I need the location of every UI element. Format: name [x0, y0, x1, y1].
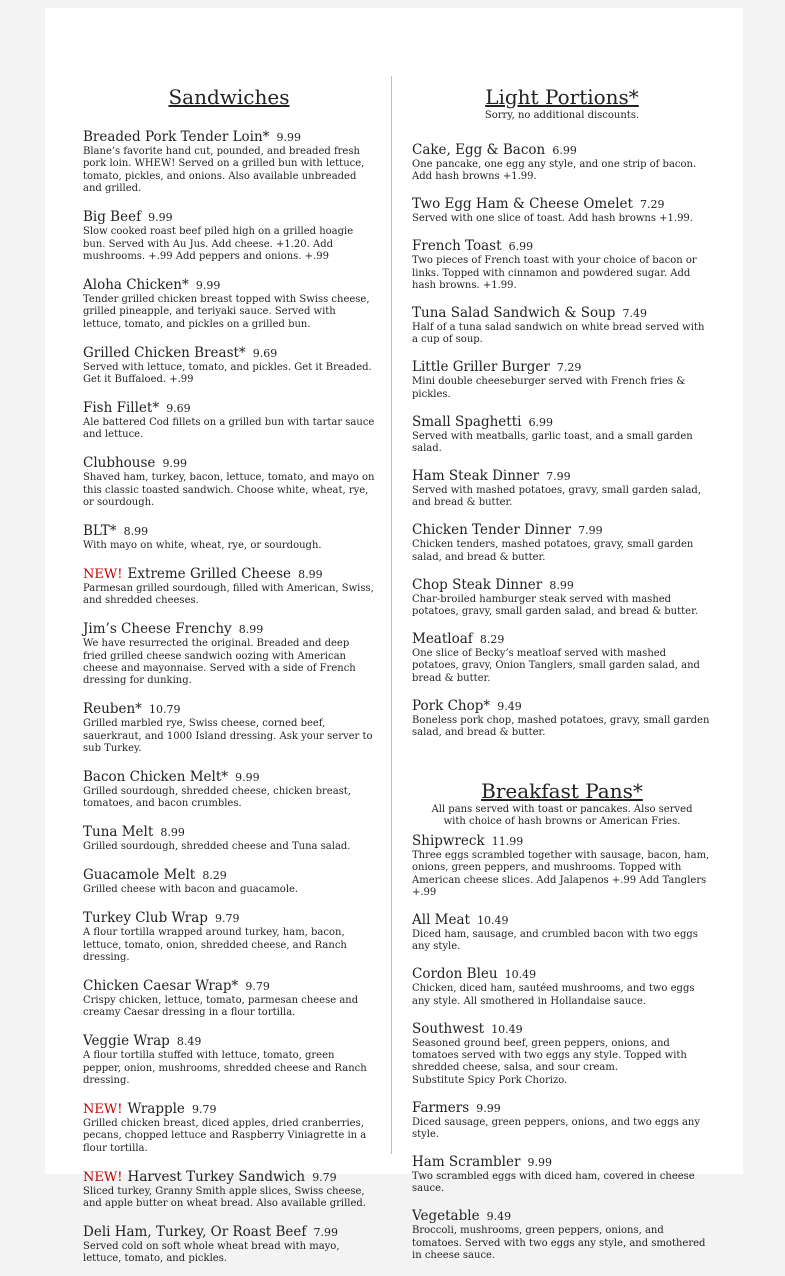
menu-item [83, 397, 375, 442]
menu-item-description: Grilled cheese with bacon and guacamole. [83, 884, 299, 896]
menu-item-title-line [83, 766, 375, 786]
menu-item-name: Ham Scrambler [412, 1154, 521, 1171]
sandwiches-heading: Sandwiches [168, 85, 290, 109]
menu-item [83, 975, 375, 1020]
menu-item-title-line [412, 628, 712, 648]
menu-item-name: Cordon Bleu [412, 966, 498, 983]
menu-item-title-line [83, 821, 375, 841]
menu-item-price: 9.49 [497, 699, 522, 713]
menu-item-title-line [412, 1097, 712, 1117]
menu-item-title-line [412, 1151, 712, 1171]
menu-item-price: 9.79 [312, 1170, 337, 1184]
menu-item-description: Served cold on soft whole wheat bread with mayo, lettuce, tomato, and pickles. [83, 1240, 340, 1265]
menu-item-price: 9.69 [166, 401, 191, 415]
menu-item-price: 9.99 [162, 457, 188, 471]
menu-item-title-line [83, 452, 375, 472]
menu-item-description: Diced sausage, green peppers, onions, and two eggs any style. [412, 1116, 701, 1141]
menu-item-title-line [83, 975, 375, 995]
menu-item-description: With mayo on white, wheat, rye, or sourdough. [83, 539, 322, 551]
menu-item-description: Served with mashed potatoes, gravy, small garden salad, and bread & butter. [412, 484, 701, 509]
menu-item-name: All Meat [412, 911, 470, 928]
menu-item-name: Veggie Wrap [83, 1033, 170, 1050]
menu-item [412, 574, 712, 619]
menu-item-name: Little Griller Burger [412, 359, 550, 376]
menu-item-name: Reuben* [83, 701, 142, 718]
menu-item-price: 7.49 [622, 306, 647, 320]
menu-item-name: Ham Steak Dinner [412, 467, 540, 484]
menu-item-title-line [412, 411, 712, 431]
menu-item-price: 9.99 [148, 211, 173, 225]
menu-item-price: 10.79 [149, 703, 181, 717]
new-badge: NEW! [83, 1169, 123, 1185]
menu-item-title-line [83, 1166, 375, 1186]
menu-item-name: Wrapple [127, 1100, 185, 1117]
menu-item-title-line [412, 574, 712, 594]
menu-item-description: Diced ham, sausage, and crumbled bacon with two eggs any style. [412, 928, 698, 953]
menu-item-description: Slow cooked roast beef piled high on a grilled hoagie bun. Served with Au Jus. Add cheese. +1.20. Add mushrooms. +.99 Add peppers and onions. +.99 [83, 226, 354, 262]
menu-item-extra: Substitute Spicy Pork Chorizo. [412, 1074, 568, 1086]
light-portions-heading: Light Portions* [485, 85, 639, 109]
menu-item-price: 8.99 [549, 578, 574, 592]
menu-item-name: Tuna Salad Sandwich & Soup [412, 304, 616, 321]
menu-item-description: A flour tortilla wrapped around turkey, ham, bacon, lettuce, tomato, onion, shredded cheese, and Ranch dressing. [83, 927, 347, 963]
breakfast-pans-heading: Breakfast Pans* [481, 778, 643, 803]
new-badge: NEW! [83, 1101, 123, 1117]
menu-item [412, 356, 712, 401]
menu-item-price: 7.29 [556, 361, 582, 375]
menu-item-title-line [83, 1098, 375, 1118]
menu-item [83, 206, 375, 263]
menu-item-description: Boneless pork chop, mashed potatoes, gravy, small garden salad, and bread & butter. [412, 714, 710, 738]
menu-item [83, 1098, 375, 1155]
menu-item-name: Pork Chop* [412, 697, 491, 714]
menu-item-title-line [412, 963, 712, 983]
menu-item-description: Sliced turkey, Granny Smith apple slices, Swiss cheese, and apple butter on wheat bread. Also available grilled. [83, 1185, 366, 1209]
menu-item-name: Bacon Chicken Melt* [83, 768, 229, 785]
menu-item-description: Tender grilled chicken breast topped with Swiss cheese, grilled pineapple, and teriyaki sauce. Served with lettuce, tomato, and pickles on a grilled bun. [83, 293, 370, 330]
menu-item-name: Small Spaghetti [412, 413, 522, 430]
menu-item-price: 9.79 [245, 979, 270, 993]
menu-item-price: 10.49 [491, 1022, 523, 1036]
menu-item-title-line [412, 695, 712, 715]
breakfast-pans-note: All pans served with toast or pancakes. Also served with choice of hash browns or American Fries. [431, 803, 693, 827]
menu-item-title-line [412, 830, 712, 850]
menu-item [83, 821, 375, 853]
menu-item-title-line [412, 909, 712, 929]
menu-item-title-line [83, 520, 375, 540]
menu-item [83, 126, 375, 196]
menu-item-price: 9.79 [192, 1102, 217, 1116]
menu-item-price: 8.49 [176, 1035, 202, 1049]
new-badge: NEW! [83, 566, 123, 582]
menu-item [412, 909, 712, 954]
menu-item-name: Jim’s Cheese Frenchy [83, 621, 232, 638]
menu-item [83, 1030, 375, 1087]
menu-item [412, 193, 712, 225]
menu-item [83, 520, 375, 552]
menu-item-description: Parmesan grilled sourdough, filled with American, Swiss, and shredded cheeses. [83, 582, 374, 607]
menu-item-name: French Toast [412, 238, 502, 255]
menu-item [83, 342, 375, 387]
menu-item [83, 563, 375, 608]
menu-item [412, 1151, 712, 1196]
sandwiches-column [83, 84, 375, 1276]
menu-item-title-line [83, 274, 375, 294]
menu-item-title-line [83, 342, 375, 362]
menu-item-description: Broccoli, mushrooms, green peppers, onions, and tomatoes. Served with two eggs any style, and smothered in cheese sauce. [412, 1225, 706, 1262]
menu-item-name: Guacamole Melt [83, 867, 196, 884]
menu-item-title-line [83, 907, 375, 927]
menu-item-name: Harvest Turkey Sandwich [127, 1168, 306, 1185]
menu-item-title-line [83, 126, 375, 146]
menu-item-price: 7.99 [578, 524, 603, 538]
menu-item-description: Two pieces of French toast with your choice of bacon or links. Topped with cinnamon and powdered sugar. Add hash browns. +1.99. [412, 255, 697, 292]
menu-item-price: 6.99 [508, 240, 534, 254]
menu-item-name: Cake, Egg & Bacon [412, 142, 546, 158]
menu-item [412, 1018, 712, 1088]
menu-item-title-line [412, 519, 712, 539]
menu-item-price: 9.99 [235, 770, 260, 784]
menu-item-name: Big Beef [83, 209, 142, 226]
menu-item-description: Char-broiled hamburger steak served with mashed potatoes, gravy, small garden salad, and bread & butter. [412, 593, 698, 617]
breakfast-pans-list [412, 830, 712, 1263]
menu-item [412, 1097, 712, 1142]
menu-item-title-line [412, 1205, 712, 1225]
menu-item-description: Grilled chicken breast, diced apples, dried cranberries, pecans, chopped lettuce and Raspberry Viniagrette in a flour tortilla. [83, 1117, 367, 1154]
right-column [412, 84, 712, 1272]
menu-item-description: Served with lettuce, tomato, and pickles. Get it Breaded. Get it Buffaloed. +.99 [83, 361, 372, 385]
menu-item-name: Meatloaf [412, 630, 473, 647]
menu-item-description: A flour tortilla stuffed with lettuce, tomato, green pepper, onion, mushrooms, shredded cheese and Ranch dressing. [83, 1050, 367, 1086]
menu-item-price: 8.99 [238, 623, 264, 637]
menu-page [45, 8, 743, 1265]
menu-item-description: Two scrambled eggs with diced ham, covered in cheese sauce. [412, 1171, 695, 1195]
menu-item-price: 7.29 [640, 198, 665, 212]
menu-item-description: Grilled sourdough, shredded cheese and Tuna salad. [83, 841, 351, 853]
menu-item-description: Chicken tenders, mashed potatoes, gravy, small garden salad, and bread & butter. [412, 539, 694, 563]
menu-item-description: Ale battered Cod fillets on a grilled bun with tartar sauce and lettuce. [83, 416, 375, 441]
menu-item-name: Grilled Chicken Breast* [83, 344, 246, 361]
menu-item [83, 907, 375, 964]
menu-item-title-line [412, 356, 712, 376]
menu-item-description: Chicken, diced ham, sautéed mushrooms, and two eggs any style. All smothered in Hollandaise sauce. [412, 983, 695, 1007]
menu-item-name: Clubhouse [83, 455, 156, 472]
menu-item-name: Breaded Pork Tender Loin* [83, 129, 270, 145]
menu-item-price: 9.79 [215, 912, 240, 926]
menu-item-description: Half of a tuna salad sandwich on white bread served with a cup of soup. [412, 321, 705, 346]
menu-item-price: 7.99 [546, 469, 571, 483]
menu-item-price: 9.99 [476, 1101, 501, 1115]
menu-item [412, 411, 712, 456]
menu-item [412, 465, 712, 510]
menu-item-title-line [83, 618, 375, 638]
column-divider [391, 76, 392, 1154]
menu-item-price: 11.99 [491, 834, 524, 848]
menu-item-name: Fish Fillet* [83, 399, 160, 416]
menu-item-name: Tuna Melt [83, 824, 154, 841]
sandwiches-list [83, 126, 375, 1266]
menu-item-title-line [412, 1018, 712, 1038]
menu-item-name: BLT* [83, 522, 117, 539]
menu-item-description: Grilled marbled rye, Swiss cheese, corned beef, sauerkraut, and 1000 Island dressing. Ask your server to sub Turkey. [83, 718, 373, 755]
menu-item-title-line [83, 864, 375, 884]
menu-item-description: Three eggs scrambled together with sausage, bacon, ham, onions, green peppers, and mushrooms. Topped with American cheese slices. Add Jalapenos +.99 Add Tanglers +.99 [412, 849, 710, 899]
menu-item-description: Served with meatballs, garlic toast, and a small garden salad. [412, 430, 693, 454]
menu-item-description: Grilled sourdough, shredded cheese, chicken breast, tomatoes, and bacon crumbles. [83, 785, 351, 810]
menu-item-title-line [83, 206, 375, 226]
menu-item [412, 235, 712, 292]
menu-item-title-line [412, 302, 712, 322]
menu-item-title-line [83, 1221, 375, 1241]
menu-item [412, 695, 712, 740]
menu-item-name: Chicken Tender Dinner [412, 522, 572, 539]
menu-item-price: 6.99 [528, 415, 554, 429]
menu-item-price: 8.29 [202, 869, 227, 883]
menu-item [83, 618, 375, 688]
menu-item [412, 963, 712, 1008]
menu-item-name: Southwest [412, 1020, 485, 1037]
menu-item-title-line [83, 563, 375, 583]
menu-item-description: Crispy chicken, lettuce, tomato, parmesan cheese and creamy Caesar dressing in a flour tortilla. [83, 994, 359, 1019]
menu-item-description: Seasoned ground beef, green peppers, onions, and tomatoes served with two eggs any style. Topped with shredded cheese, salsa, and sour cream. [412, 1037, 687, 1074]
menu-item-price: 9.99 [276, 131, 302, 144]
menu-item-description: Mini double cheeseburger served with French fries & pickles. [412, 376, 686, 400]
menu-item-name: Chicken Caesar Wrap* [83, 977, 239, 994]
menu-item-title-line [412, 235, 712, 255]
menu-item [83, 1221, 375, 1266]
menu-item-description: Shaved ham, turkey, bacon, lettuce, tomato, and mayo on this classic toasted sandwich. Choose white, wheat, rye, or sourdough. [83, 472, 375, 508]
menu-item [412, 519, 712, 564]
menu-item [83, 766, 375, 811]
menu-item [83, 452, 375, 509]
menu-item [412, 302, 712, 347]
menu-item-description: We have resurrected the original. Breaded and deep fried grilled cheese sandwich oozing with American cheese and mayonnaise. Served with a side of French dressing for dunking. [83, 638, 356, 687]
menu-item [412, 139, 712, 184]
menu-item-name: Extreme Grilled Cheese [127, 565, 291, 582]
light-portions-note: Sorry, no additional discounts. [484, 110, 640, 121]
menu-item [412, 830, 712, 900]
menu-item-price: 7.99 [313, 1225, 338, 1239]
menu-item-price: 8.29 [479, 632, 505, 646]
menu-item-description: Served with one slice of toast. Add hash browns +1.99. [412, 213, 693, 225]
light-portions-list [412, 139, 712, 739]
menu-item [412, 628, 712, 685]
menu-item-price: 10.49 [477, 913, 509, 927]
menu-item-price: 10.49 [504, 968, 537, 982]
menu-item-title-line [412, 465, 712, 485]
menu-item-price: 9.69 [252, 346, 278, 360]
menu-item-price: 9.99 [195, 278, 221, 292]
menu-item-description: One pancake, one egg any style, and one strip of bacon. Add hash browns +1.99. [412, 159, 697, 183]
menu-item [412, 1205, 712, 1262]
menu-item-title-line [83, 1030, 375, 1050]
menu-item-name: Two Egg Ham & Cheese Omelet [412, 196, 633, 213]
menu-item-price: 9.99 [527, 1156, 553, 1170]
menu-item [83, 864, 375, 896]
menu-item-name: Shipwreck [412, 832, 485, 849]
menu-item-price: 9.49 [486, 1210, 512, 1224]
menu-item-name: Farmers [412, 1099, 470, 1116]
menu-item-name: Vegetable [412, 1208, 480, 1225]
menu-item-name: Deli Ham, Turkey, Or Roast Beef [83, 1223, 307, 1240]
menu-item [83, 698, 375, 755]
menu-item-price: 8.99 [123, 524, 149, 538]
menu-item-description: Blane’s favorite hand cut, pounded, and breaded fresh pork loin. WHEW! Served on a grilled bun with lettuce, tomato, pickles, and onions. Also available unbreaded and grilled. [83, 146, 365, 195]
menu-item-price: 6.99 [552, 144, 577, 157]
menu-item-title-line [412, 139, 712, 159]
menu-item-description: One slice of Becky’s meatloaf served with mashed potatoes, gravy, Onion Tanglers, small garden salad, and bread & butter. [412, 647, 700, 684]
menu-item [83, 1166, 375, 1211]
menu-item-title-line [83, 397, 375, 417]
menu-item-name: Aloha Chicken* [83, 276, 189, 293]
menu-item-name: Chop Steak Dinner [412, 576, 543, 593]
menu-item-title-line [412, 193, 712, 213]
menu-item [83, 274, 375, 331]
menu-item-price: 8.99 [298, 567, 323, 581]
menu-item-name: Turkey Club Wrap [83, 910, 208, 927]
menu-item-title-line [83, 698, 375, 718]
menu-item-price: 8.99 [160, 826, 185, 840]
